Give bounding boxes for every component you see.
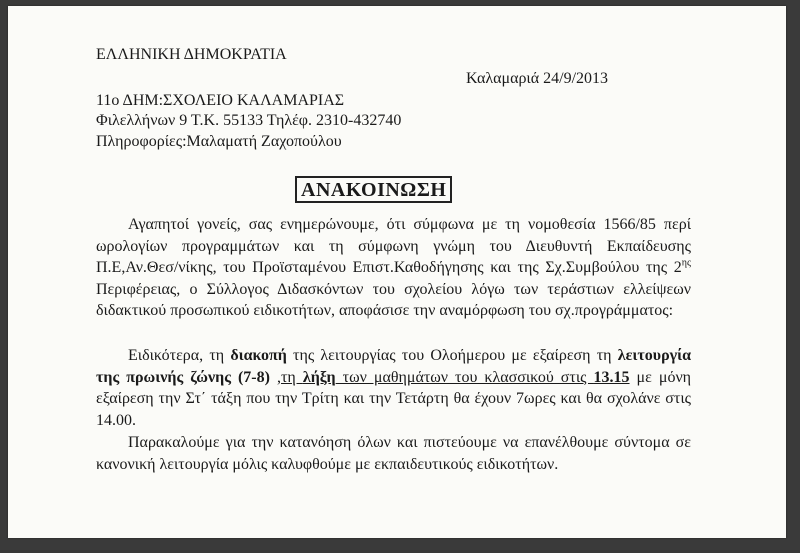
details-exception: με μόνη εξαίρεση την Στ΄ τάξη που την Τρίτη και την Τετάρτη θα έχουν 7ωρες και θα σχολάνε στις 14.00.: [96, 368, 692, 429]
details-end-a: τη: [281, 368, 303, 386]
paragraph-details: [96, 345, 691, 431]
details-t6: ,: [269, 368, 281, 386]
details-t1: Ειδικότερα: [128, 347, 200, 364]
intro-superscript: ης: [681, 257, 691, 269]
country-heading: ΕΛΛΗΝΙΚΗ ΔΗΜΟΚΡΑΤΙΑ: [96, 46, 287, 63]
details-t2: , τη: [199, 347, 231, 364]
details-end-bold: λήξη: [302, 368, 336, 386]
place-date: Καλαμαριά 24/9/2013: [466, 70, 609, 87]
document-page: [8, 6, 786, 538]
details-end-time: 13.15: [593, 368, 630, 386]
paragraph-intro: [96, 214, 691, 322]
details-t4: της λειτουργίας του Ολοήμερου με εξαίρεση τη: [286, 347, 618, 364]
paragraph-closing: Παρακαλούμε για την κατανόηση όλων και πιστεύουμε να επανέλθουμε σύντομα σε κανονική λειτουργία μόλις καλυφθούμε με εκπαιδευτικούς ειδικοτήτων.: [96, 434, 691, 473]
details-end-b: των μαθημάτων του κλασσικού στις: [335, 368, 594, 386]
details-morning-zone: λειτουργία της πρωινής ζώνης (7-8): [96, 347, 692, 386]
school-address: Φιλελλήνων 9 Τ.Κ. 55133 Τηλέφ. 2310-432740: [96, 112, 402, 129]
school-name: 11ο ΔΗΜ:ΣΧΟΛΕΙΟ ΚΑΛΑΜΑΡΙΑΣ: [96, 92, 345, 109]
intro-text-a: Αγαπητοί γονείς, σας ενημερώνουμε, ότι σύμφωνα με τη νομοθεσία 1566/85 περί ωρολογίων προγραμμάτων και τη σύμφωνη γνώμη του Διευθυντή Εκπαίδευσης Π.Ε,Αν.Θεσ/νίκης, του Προϊσταμένου Επιστ.Καθοδήγησης και της Σχ.Συμβούλου της 2: [96, 216, 691, 276]
intro-text-b: Περιφέρειας, ο Σύλλογος Διδασκόντων του σχολείου λόγω των τεράστιων ελλείψεων διδακτικού προσωπικού ειδικοτήτων, αποφάσισε την αναμόρφωση του σχ.προγράμματος:: [96, 280, 691, 319]
details-interruption: διακοπή: [230, 347, 287, 364]
contact-info: Πληροφορίες:Μαλαματή Ζαχοπούλου: [96, 133, 342, 150]
announcement-title: ΑΝΑΚΟΙΝΩΣΗ: [295, 176, 452, 203]
